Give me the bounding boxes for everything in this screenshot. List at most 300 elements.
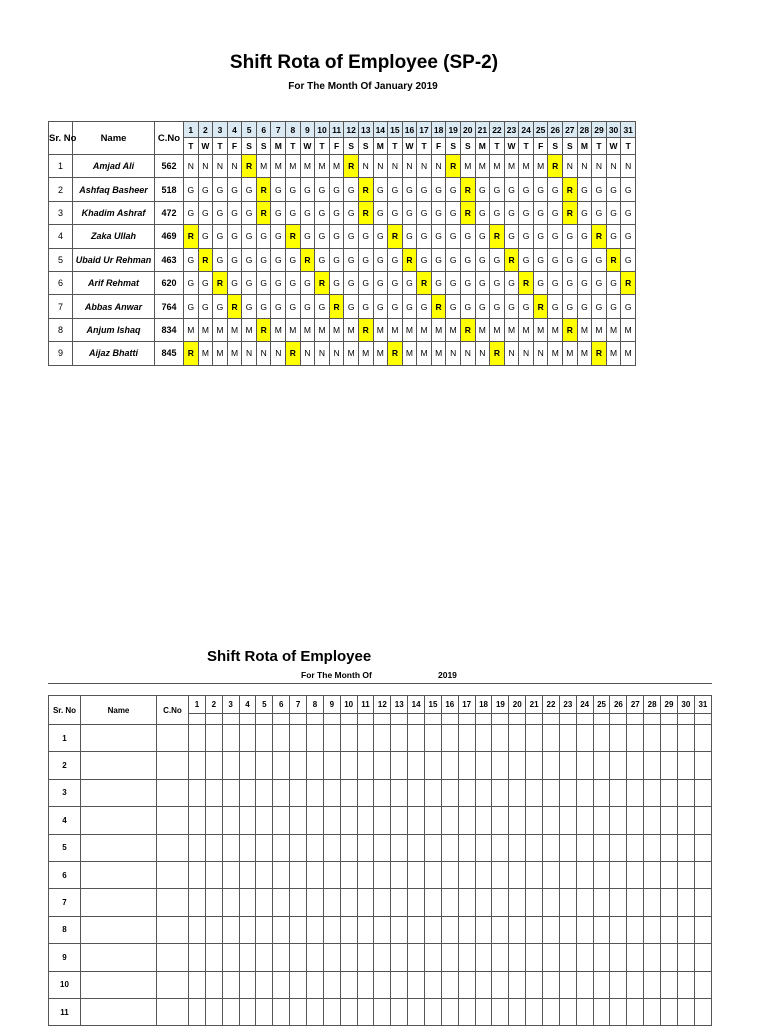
blank-shift-cell: [492, 834, 509, 861]
blank-shift-cell: [627, 861, 644, 888]
shift-cell: G: [256, 225, 271, 248]
blank-shift-cell: [492, 725, 509, 752]
blank-shift-cell: [374, 725, 391, 752]
shift-cell: G: [417, 225, 432, 248]
blank-shift-cell: [475, 779, 492, 806]
shift-cell: G: [446, 201, 461, 224]
blank-shift-cell: [425, 889, 442, 916]
shift-cell: G: [548, 225, 563, 248]
blank-shift-cell: [661, 916, 678, 943]
header-day: 11: [329, 122, 344, 138]
blank-cno-cell: [157, 971, 189, 998]
table-row: [49, 779, 712, 806]
blank-shift-cell: [661, 861, 678, 888]
blank-shift-cell: [273, 779, 290, 806]
blank-shift-cell: [509, 944, 526, 971]
shift-cell: G: [431, 248, 446, 271]
table-row: [49, 998, 712, 1025]
row-sr-no: 6: [49, 861, 81, 888]
blank-shift-cell: [256, 971, 273, 998]
blank-shift-cell: [290, 861, 307, 888]
blank-shift-cell: [475, 971, 492, 998]
header-day: 3: [222, 696, 239, 714]
rest-day-cell: R: [388, 225, 403, 248]
table-row: [49, 201, 636, 224]
blank-shift-cell: [189, 998, 206, 1025]
blank-shift-cell: [256, 834, 273, 861]
shift-cell: G: [373, 201, 388, 224]
header-weekday: M: [577, 138, 592, 155]
shift-cell: M: [213, 342, 228, 365]
blank-shift-cell: [256, 752, 273, 779]
shift-cell: G: [548, 248, 563, 271]
blank-shift-cell: [694, 944, 711, 971]
blank-shift-cell: [627, 752, 644, 779]
blank-weekday-cell: [256, 714, 273, 725]
blank-shift-cell: [610, 944, 627, 971]
shift-cell: G: [402, 271, 417, 294]
blank-shift-cell: [425, 752, 442, 779]
rest-day-cell: R: [256, 318, 271, 341]
shift-cell: M: [606, 342, 621, 365]
blank-weekday-cell: [307, 714, 324, 725]
blank-shift-cell: [543, 861, 560, 888]
blank-shift-cell: [391, 998, 408, 1025]
shift-cell: G: [242, 248, 257, 271]
blank-shift-cell: [677, 944, 694, 971]
rest-day-cell: R: [431, 295, 446, 318]
header-weekday: F: [329, 138, 344, 155]
shift-cell: G: [621, 248, 636, 271]
blank-shift-cell: [593, 971, 610, 998]
shift-cell: G: [358, 271, 373, 294]
shift-cell: G: [563, 225, 578, 248]
blank-rota-subtitle: For The Month Of: [301, 670, 372, 680]
shift-cell: G: [563, 248, 578, 271]
shift-cell: G: [198, 271, 213, 294]
header-weekday: W: [198, 138, 213, 155]
blank-weekday-cell: [610, 714, 627, 725]
blank-shift-cell: [441, 861, 458, 888]
table-row: [49, 342, 636, 365]
header-day: 10: [340, 696, 357, 714]
blank-name-cell: [81, 834, 157, 861]
shift-cell: M: [621, 318, 636, 341]
blank-shift-cell: [458, 752, 475, 779]
blank-shift-cell: [661, 725, 678, 752]
shift-cell: G: [227, 201, 242, 224]
shift-cell: G: [271, 225, 286, 248]
blank-shift-cell: [273, 752, 290, 779]
row-sr-no: 3: [49, 201, 73, 224]
shift-cell: N: [431, 155, 446, 178]
shift-cell: M: [286, 155, 301, 178]
shift-cell: N: [475, 342, 490, 365]
blank-cno-cell: [157, 807, 189, 834]
blank-shift-cell: [189, 807, 206, 834]
blank-shift-cell: [475, 725, 492, 752]
blank-shift-cell: [644, 916, 661, 943]
blank-shift-cell: [239, 916, 256, 943]
blank-shift-cell: [458, 944, 475, 971]
rest-day-cell: R: [563, 318, 578, 341]
blank-cno-cell: [157, 998, 189, 1025]
rest-day-cell: R: [417, 271, 432, 294]
shift-cell: N: [198, 155, 213, 178]
shift-cell: M: [446, 318, 461, 341]
blank-cno-cell: [157, 861, 189, 888]
blank-weekday-cell: [273, 714, 290, 725]
blank-cno-cell: [157, 916, 189, 943]
shift-cell: G: [286, 178, 301, 201]
table-row: [49, 318, 636, 341]
blank-shift-cell: [205, 889, 222, 916]
shift-cell: G: [227, 178, 242, 201]
header-day: 25: [533, 122, 548, 138]
header-day: 31: [621, 122, 636, 138]
shift-cell: G: [592, 201, 607, 224]
header-day: 29: [661, 696, 678, 714]
blank-weekday-cell: [627, 714, 644, 725]
blank-shift-cell: [627, 725, 644, 752]
header-day: 8: [286, 122, 301, 138]
shift-cell: G: [446, 271, 461, 294]
shift-cell: G: [446, 225, 461, 248]
blank-shift-cell: [576, 998, 593, 1025]
blank-shift-cell: [256, 944, 273, 971]
blank-shift-cell: [593, 834, 610, 861]
blank-shift-cell: [189, 971, 206, 998]
table-row: [49, 807, 712, 834]
shift-cell: M: [315, 155, 330, 178]
row-name: Amjad Ali: [73, 155, 155, 178]
blank-shift-cell: [290, 725, 307, 752]
blank-shift-cell: [425, 861, 442, 888]
blank-shift-cell: [627, 889, 644, 916]
shift-cell: M: [417, 318, 432, 341]
blank-shift-cell: [509, 807, 526, 834]
shift-cell: N: [533, 342, 548, 365]
blank-shift-cell: [441, 752, 458, 779]
blank-shift-cell: [644, 752, 661, 779]
rest-day-cell: R: [621, 271, 636, 294]
blank-shift-cell: [644, 861, 661, 888]
shift-cell: G: [184, 271, 199, 294]
header-day: 16: [402, 122, 417, 138]
row-sr-no: 3: [49, 779, 81, 806]
blank-shift-cell: [307, 916, 324, 943]
shift-cell: G: [329, 248, 344, 271]
header-weekday: W: [606, 138, 621, 155]
header-cno: C.No: [157, 696, 189, 725]
header-weekday: W: [504, 138, 519, 155]
blank-shift-cell: [610, 861, 627, 888]
rest-day-cell: R: [388, 342, 403, 365]
shift-cell: G: [504, 201, 519, 224]
blank-shift-cell: [357, 752, 374, 779]
shift-cell: M: [490, 155, 505, 178]
blank-shift-cell: [323, 752, 340, 779]
blank-shift-cell: [189, 944, 206, 971]
shift-cell: G: [592, 178, 607, 201]
blank-shift-cell: [222, 889, 239, 916]
blank-shift-cell: [391, 889, 408, 916]
table-row: [49, 295, 636, 318]
blank-shift-cell: [610, 807, 627, 834]
shift-cell: M: [431, 342, 446, 365]
row-name: Zaka Ullah: [73, 225, 155, 248]
header-day: 20: [460, 122, 475, 138]
blank-shift-cell: [357, 807, 374, 834]
blank-shift-cell: [543, 807, 560, 834]
blank-shift-cell: [205, 807, 222, 834]
blank-shift-cell: [340, 944, 357, 971]
row-cno: 620: [155, 271, 184, 294]
blank-shift-cell: [357, 889, 374, 916]
shift-cell: M: [548, 318, 563, 341]
shift-cell: M: [417, 342, 432, 365]
shift-cell: G: [256, 248, 271, 271]
row-name: Ubaid Ur Rehman: [73, 248, 155, 271]
row-cno: 518: [155, 178, 184, 201]
blank-name-cell: [81, 971, 157, 998]
header-weekday: M: [475, 138, 490, 155]
blank-shift-cell: [374, 971, 391, 998]
header-day: 23: [559, 696, 576, 714]
blank-weekday-cell: [593, 714, 610, 725]
shift-cell: M: [227, 318, 242, 341]
blank-shift-cell: [374, 807, 391, 834]
header-day: 27: [627, 696, 644, 714]
header-weekday: S: [446, 138, 461, 155]
shift-cell: G: [606, 225, 621, 248]
rest-day-cell: R: [563, 178, 578, 201]
shift-cell: G: [315, 225, 330, 248]
row-sr-no: 4: [49, 225, 73, 248]
shift-cell: G: [460, 271, 475, 294]
rest-day-cell: R: [213, 271, 228, 294]
blank-shift-cell: [509, 752, 526, 779]
blank-shift-cell: [391, 861, 408, 888]
blank-shift-cell: [694, 779, 711, 806]
shift-cell: M: [344, 342, 359, 365]
table-row: [49, 916, 712, 943]
blank-shift-cell: [559, 944, 576, 971]
blank-weekday-cell: [509, 714, 526, 725]
blank-shift-cell: [408, 916, 425, 943]
blank-shift-cell: [391, 752, 408, 779]
blank-shift-cell: [644, 998, 661, 1025]
blank-shift-cell: [492, 807, 509, 834]
blank-shift-cell: [559, 752, 576, 779]
table-row: [49, 178, 636, 201]
shift-cell: M: [388, 318, 403, 341]
blank-weekday-cell: [526, 714, 543, 725]
rest-day-cell: R: [300, 248, 315, 271]
rota-subtitle: For The Month Of January 2019: [288, 81, 438, 92]
blank-shift-cell: [694, 971, 711, 998]
blank-shift-cell: [256, 889, 273, 916]
blank-shift-cell: [357, 861, 374, 888]
blank-shift-cell: [323, 916, 340, 943]
shift-cell: G: [358, 295, 373, 318]
blank-weekday-cell: [458, 714, 475, 725]
blank-shift-cell: [576, 725, 593, 752]
blank-shift-cell: [593, 998, 610, 1025]
blank-shift-cell: [340, 971, 357, 998]
shift-cell: G: [446, 295, 461, 318]
row-cno: 562: [155, 155, 184, 178]
blank-shift-cell: [610, 998, 627, 1025]
shift-cell: G: [300, 271, 315, 294]
header-day: 29: [592, 122, 607, 138]
blank-shift-cell: [441, 889, 458, 916]
blank-shift-cell: [475, 807, 492, 834]
header-day: 28: [644, 696, 661, 714]
row-sr-no: 5: [49, 834, 81, 861]
shift-cell: N: [227, 155, 242, 178]
blank-cno-cell: [157, 725, 189, 752]
header-weekday: T: [490, 138, 505, 155]
blank-weekday-cell: [357, 714, 374, 725]
blank-shift-cell: [239, 998, 256, 1025]
table-row: [49, 971, 712, 998]
shift-cell: M: [329, 318, 344, 341]
shift-cell: G: [577, 295, 592, 318]
blank-shift-cell: [458, 779, 475, 806]
shift-cell: M: [373, 318, 388, 341]
blank-shift-cell: [408, 725, 425, 752]
shift-cell: N: [358, 155, 373, 178]
shift-cell: G: [373, 225, 388, 248]
table-row: [49, 752, 712, 779]
blank-shift-cell: [408, 944, 425, 971]
rest-day-cell: R: [402, 248, 417, 271]
blank-shift-cell: [458, 807, 475, 834]
shift-cell: G: [227, 248, 242, 271]
blank-shift-cell: [661, 889, 678, 916]
header-weekday: M: [373, 138, 388, 155]
blank-shift-cell: [307, 807, 324, 834]
blank-shift-cell: [374, 861, 391, 888]
shift-cell: G: [577, 225, 592, 248]
blank-shift-cell: [222, 916, 239, 943]
blank-shift-cell: [239, 807, 256, 834]
header-day: 22: [543, 696, 560, 714]
row-sr-no: 2: [49, 178, 73, 201]
blank-shift-cell: [408, 861, 425, 888]
shift-cell: G: [329, 201, 344, 224]
shift-cell: G: [271, 295, 286, 318]
blank-shift-cell: [408, 834, 425, 861]
shift-cell: M: [533, 155, 548, 178]
blank-shift-cell: [273, 998, 290, 1025]
table-row: [49, 271, 636, 294]
blank-shift-cell: [559, 998, 576, 1025]
header-day: 26: [548, 122, 563, 138]
blank-shift-cell: [492, 971, 509, 998]
blank-weekday-cell: [441, 714, 458, 725]
blank-shift-cell: [323, 725, 340, 752]
rest-day-cell: R: [460, 178, 475, 201]
shift-cell: M: [592, 318, 607, 341]
blank-shift-cell: [323, 807, 340, 834]
shift-cell: G: [329, 225, 344, 248]
shift-cell: G: [213, 225, 228, 248]
header-weekday: S: [256, 138, 271, 155]
rest-day-cell: R: [344, 155, 359, 178]
blank-shift-cell: [458, 971, 475, 998]
blank-shift-cell: [425, 807, 442, 834]
shift-cell: G: [490, 201, 505, 224]
blank-weekday-cell: [290, 714, 307, 725]
blank-shift-cell: [425, 725, 442, 752]
shift-cell: G: [184, 248, 199, 271]
blank-shift-cell: [526, 752, 543, 779]
shift-cell: G: [402, 201, 417, 224]
blank-shift-cell: [458, 889, 475, 916]
blank-shift-cell: [576, 752, 593, 779]
blank-shift-cell: [661, 752, 678, 779]
header-day: 15: [425, 696, 442, 714]
header-day: 7: [271, 122, 286, 138]
header-day: 14: [408, 696, 425, 714]
shift-cell: M: [519, 155, 534, 178]
blank-shift-cell: [509, 998, 526, 1025]
blank-shift-cell: [644, 971, 661, 998]
shift-cell: G: [519, 295, 534, 318]
shift-cell: G: [533, 178, 548, 201]
header-name: Name: [73, 122, 155, 155]
shift-cell: G: [286, 248, 301, 271]
blank-shift-cell: [694, 998, 711, 1025]
blank-shift-cell: [290, 752, 307, 779]
shift-cell: G: [548, 295, 563, 318]
shift-cell: G: [475, 295, 490, 318]
blank-shift-cell: [661, 834, 678, 861]
shift-cell: G: [388, 201, 403, 224]
shift-cell: G: [563, 295, 578, 318]
rest-day-cell: R: [242, 155, 257, 178]
blank-shift-cell: [593, 779, 610, 806]
table-row: [49, 861, 712, 888]
header-day: 24: [576, 696, 593, 714]
row-sr-no: 10: [49, 971, 81, 998]
row-sr-no: 7: [49, 295, 73, 318]
blank-shift-cell: [239, 752, 256, 779]
shift-cell: M: [271, 318, 286, 341]
blank-shift-cell: [189, 861, 206, 888]
header-day: 27: [563, 122, 578, 138]
blank-shift-cell: [357, 998, 374, 1025]
row-cno: 834: [155, 318, 184, 341]
shift-cell: G: [577, 201, 592, 224]
header-day: 9: [300, 122, 315, 138]
blank-weekday-cell: [374, 714, 391, 725]
shift-cell: G: [271, 248, 286, 271]
blank-shift-cell: [526, 916, 543, 943]
shift-cell: G: [315, 295, 330, 318]
blank-shift-cell: [661, 807, 678, 834]
blank-shift-cell: [374, 998, 391, 1025]
shift-cell: G: [373, 295, 388, 318]
blank-shift-cell: [256, 998, 273, 1025]
shift-cell: M: [460, 155, 475, 178]
table-row: [49, 248, 636, 271]
blank-shift-cell: [340, 861, 357, 888]
shift-cell: G: [533, 201, 548, 224]
blank-weekday-cell: [189, 714, 206, 725]
